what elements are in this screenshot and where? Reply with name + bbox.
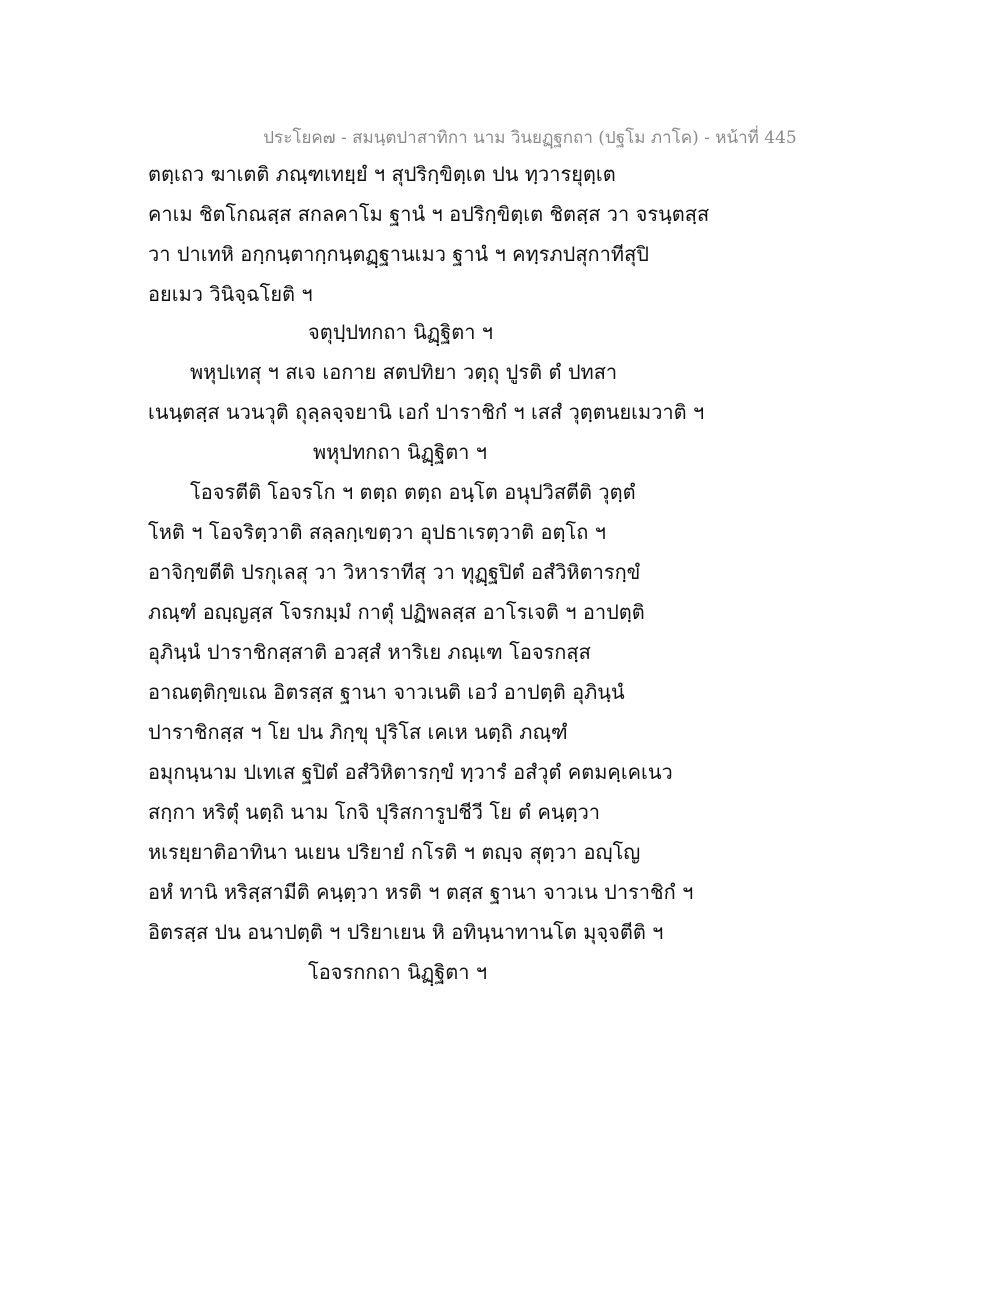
text-line-7: โอจรตีติ โอจรโก ฯ ตตฺถ ตตฺถ อนฺโต อนุปวิสตีติ วุตฺตํ: [190, 480, 636, 504]
text-line-13: ปาราชิกสฺส ฯ โย ปน ภิกฺขุ ปุริโส เคเห นตฺถิ ภณฺฑํ: [148, 720, 568, 744]
page-header: ประโยค๗ - สมนฺตปาสาทิกา นาม วินยฏฺฐกถา (ปฐโม ภาโค) - หน้าที่ 445: [263, 128, 797, 148]
text-line-12: อาณตฺติกฺขเณ อิตรสฺส ฐานา จาวเนติ เอวํ อาปตฺติ อุภินฺนํ: [148, 680, 625, 704]
text-line-15: สกฺกา หริตุํ นตฺถิ นาม โกจิ ปุริสการูปชีวี โย ตํ คนฺตฺวา: [148, 800, 601, 824]
text-line-16: หเรยฺยาติอาทินา นเยน ปริยายํ กโรติ ฯ ตญฺจ สุตฺวา อญฺโญ: [148, 840, 641, 864]
text-line-5: พหุปเทสุ ฯ สเจ เอกาย สตปทิยา วตฺถุ ปูรติ ตํ ปทสา: [190, 360, 618, 384]
text-line-14: อมุกนฺนาม ปเทเส ฐปิตํ อสํวิหิตารกฺขํ ทฺวารํ อสํวุตํ คตมคฺเคเนว: [148, 760, 673, 784]
text-line-9: อาจิกฺขตีติ ปรกุเลสุ วา วิหาราทีสุ วา ทุฏฺฐปิตํ อสํวิหิตารกฺขํ: [148, 560, 641, 584]
section-title-3: โอจรกกถา นิฏฺฐิตา ฯ: [308, 960, 488, 984]
text-line-2: คาเม ชิตโกณสฺส สกลคาโม ฐานํ ฯ อปริกฺขิตฺเต ชิตสฺส วา จรนฺตสฺส: [148, 202, 710, 226]
text-line-8: โหติ ฯ โอจริตฺวาติ สลฺลกฺเขตฺวา อุปธาเรตฺวาติ อตฺโถ ฯ: [148, 520, 606, 544]
text-line-4: อยเมว วินิจฺฉโยติ ฯ: [148, 282, 313, 306]
text-line-10: ภณฺฑํ อญฺญสฺส โจรกมฺมํ กาตุํ ปฏิพลสฺส อาโรเจติ ฯ อาปตฺติ: [148, 600, 645, 624]
text-line-1: ตตฺเถว ฆาเตติ ภณฺฑเทยฺยํ ฯ สุปริกฺขิตฺเต ปน ทฺวารยุตฺเต: [148, 162, 616, 186]
text-line-6: เนนฺตสฺส นวนวุติ ถุลฺลจฺจยานิ เอกํ ปาราชิกํ ฯ เสสํ วุตฺตนยเมวาติ ฯ: [148, 400, 705, 424]
text-line-3: วา ปาเทหิ อกฺกนฺตากฺกนฺตฏฺฐานเมว ฐานํ ฯ คทฺรภปสุกาทีสุปิ: [148, 242, 649, 266]
section-title-2: พหุปทกถา นิฏฺฐิตา ฯ: [313, 440, 487, 464]
text-line-17: อหํ ทานิ หริสฺสามีติ คนฺตฺวา หรติ ฯ ตสฺส ฐานา จาวเน ปาราชิกํ ฯ: [148, 880, 694, 904]
text-line-18: อิตรสฺส ปน อนาปตฺติ ฯ ปริยาเยน หิ อทินฺนาทานโต มุจฺจตีติ ฯ: [148, 920, 664, 944]
section-title-1: จตุปฺปทกถา นิฏฺฐิตา ฯ: [308, 320, 494, 344]
text-line-11: อุภินฺนํ ปาราชิกสฺสาติ อวสฺสํ หาริเย ภณฺเฑ โอจรกสฺส: [148, 640, 591, 664]
